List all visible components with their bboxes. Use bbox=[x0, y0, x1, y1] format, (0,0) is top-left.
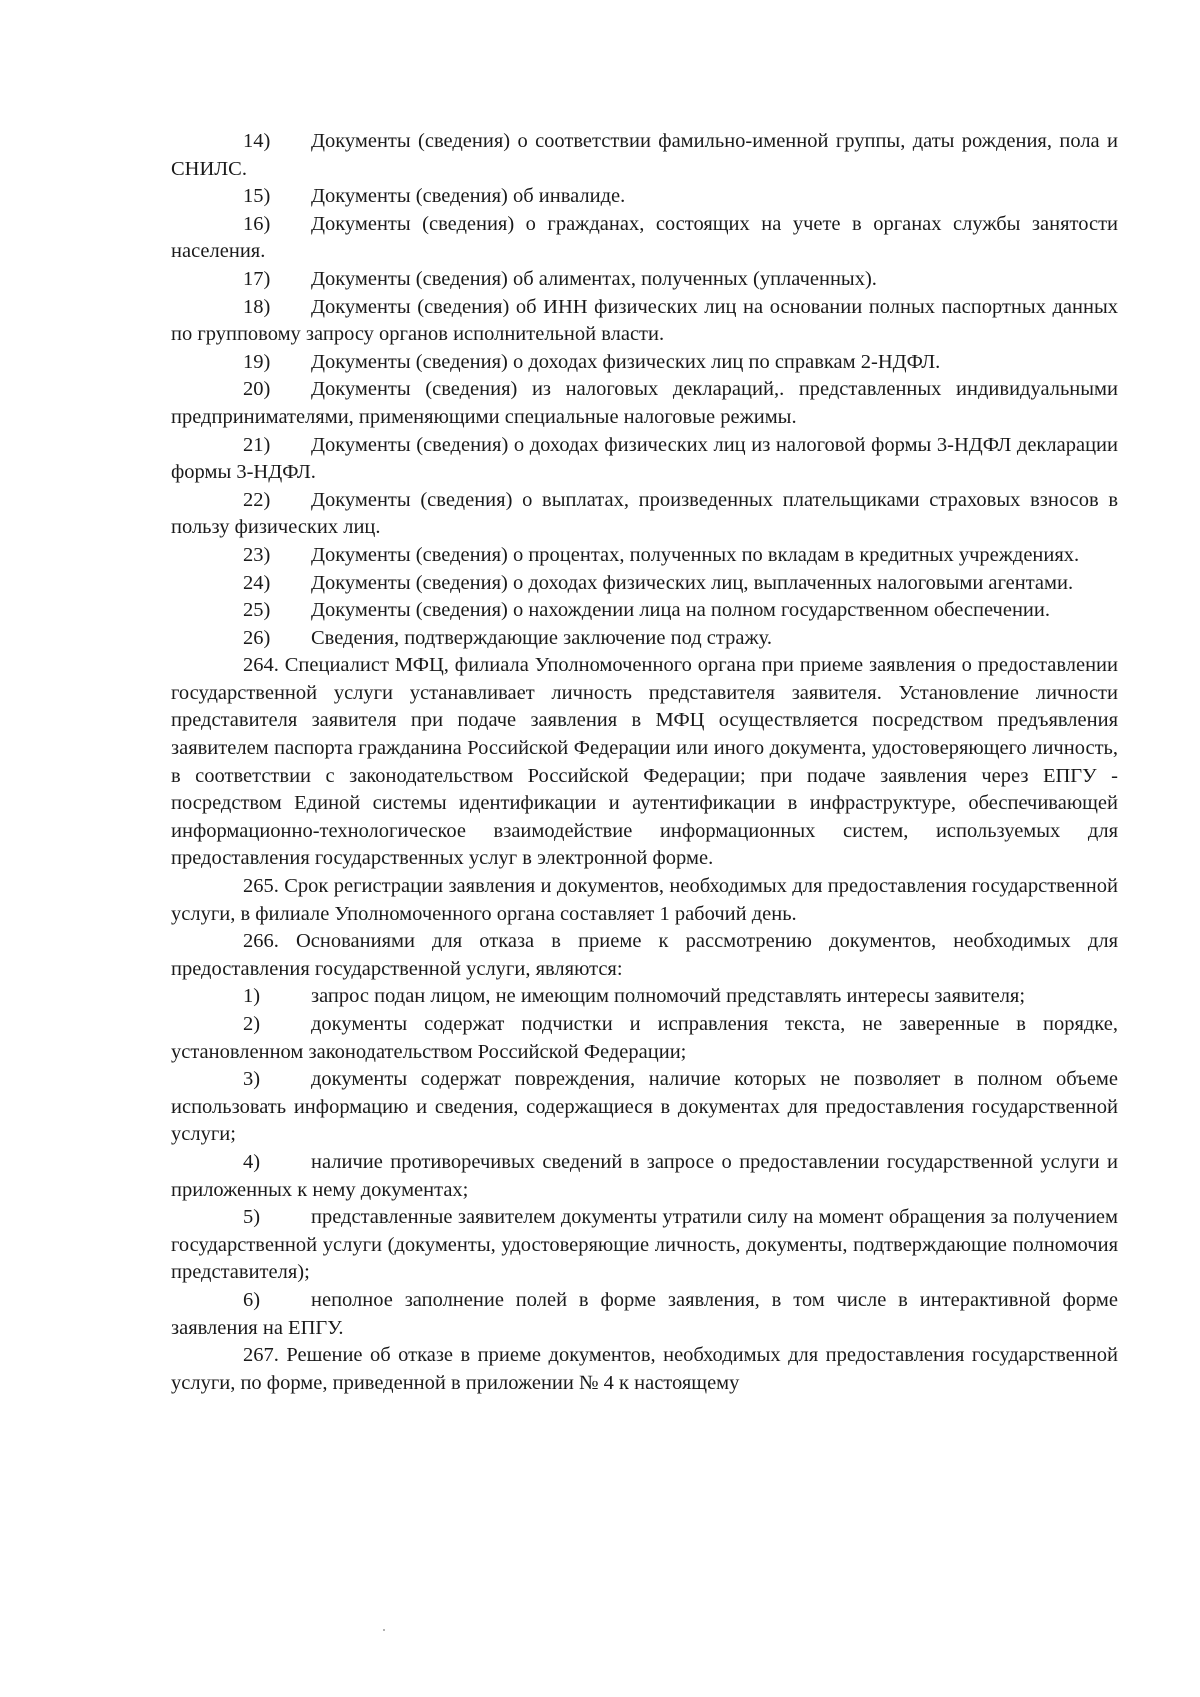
list-item-number: 19) bbox=[243, 350, 271, 373]
list-item bbox=[171, 487, 1118, 542]
list-item bbox=[171, 183, 1118, 211]
list-item-number: 22) bbox=[243, 488, 271, 511]
list-item bbox=[171, 542, 1118, 570]
list-item bbox=[171, 983, 1118, 1011]
list-item bbox=[171, 376, 1118, 431]
list-item bbox=[171, 1287, 1118, 1342]
list-item-number: 24) bbox=[243, 571, 271, 594]
list-item-number: 3) bbox=[243, 1068, 261, 1091]
list-item-text: Сведения, подтверждающие заключение под стражу. bbox=[311, 626, 772, 649]
list-item-text: Документы (сведения) о доходах физических лиц, выплаченных налоговыми агентами. bbox=[311, 571, 1074, 594]
list-item bbox=[171, 1204, 1118, 1287]
list-item-number: 1) bbox=[243, 985, 261, 1008]
list-item-number: 26) bbox=[243, 626, 271, 649]
list-item bbox=[171, 625, 1118, 653]
list-item-number: 2) bbox=[243, 1013, 261, 1035]
list-item bbox=[171, 266, 1118, 294]
list-item bbox=[171, 597, 1118, 625]
list-item-text: Документы (сведения) о соответствии фамильно-именной группы, даты рождения, пола и СНИЛС. bbox=[171, 130, 1118, 180]
paragraph-267: 267. Решение об отказе в приеме документов, необходимых для предоставления государственной услуги, по форме, приведенной в приложении № 4 к настоящему bbox=[171, 1344, 1118, 1394]
list-item bbox=[171, 211, 1118, 266]
list-item bbox=[171, 1149, 1118, 1204]
list-item bbox=[171, 432, 1118, 487]
list-item-number: 17) bbox=[243, 267, 271, 290]
list-item bbox=[171, 570, 1118, 598]
list-item-number: 20) bbox=[243, 378, 271, 401]
list-item-number: 4) bbox=[243, 1150, 261, 1173]
list-item-number: 15) bbox=[243, 185, 271, 208]
list-item bbox=[171, 294, 1118, 349]
list-item-text: Документы (сведения) об инвалиде. bbox=[311, 185, 626, 208]
list-item-text: Документы (сведения) об ИНН физических лиц на основании полных паспортных данных по групповому запросу органов исполнительной власти. bbox=[171, 295, 1118, 346]
document-body bbox=[171, 128, 1118, 1397]
list-item-text: документы содержат повреждения, наличие которых не позволяет в полном объеме использовать информацию и сведения, содержащиеся в документах для предоставления государственной услуги; bbox=[171, 1068, 1118, 1146]
paragraph-264: 264. Специалист МФЦ, филиала Уполномоченного органа при приеме заявления о предоставлении государственной услуги устанавливает личность представителя заявителя. Установление личности представителя заявителя при подаче заявления в МФЦ осуществляется посредством предъявления заявителем паспорта гражданина Российской Федерации или иного документа, удостоверяющего личность, в соответствии с законодательством Российской Федерации; при подаче заявления через ЕПГУ - посредством Единой системы идентификации и аутентификации в инфраструктуре, обеспечивающей информационно-технологическое взаимодействие информационных систем, используемых для предоставления государственных услуг в электронной форме. bbox=[171, 654, 1118, 870]
list-item-number: 14) bbox=[243, 130, 271, 152]
list-item-text: запрос подан лицом, не имеющим полномочий представлять интересы заявителя; bbox=[311, 985, 1026, 1008]
list-item-text: Документы (сведения) об алиментах, полученных (уплаченных). bbox=[311, 267, 877, 290]
list-item bbox=[171, 349, 1118, 377]
list-item-number: 25) bbox=[243, 599, 271, 622]
list-item-text: Документы (сведения) о нахождении лица на полном государственном обеспечении. bbox=[311, 599, 1050, 622]
list-item-number: 5) bbox=[243, 1206, 261, 1229]
list-item-text: Документы (сведения) о процентах, полученных по вкладам в кредитных учреждениях. bbox=[311, 543, 1080, 566]
list-item-number: 16) bbox=[243, 212, 271, 235]
list-item-text: Документы (сведения) о выплатах, произведенных плательщиками страховых взносов в пользу физических лиц. bbox=[171, 488, 1118, 539]
paragraph-265: 265. Срок регистрации заявления и документов, необходимых для предоставления государственной услуги, в филиале Уполномоченного органа составляет 1 рабочий день. bbox=[171, 875, 1118, 925]
list-item-number: 6) bbox=[243, 1288, 261, 1311]
list-item-number: 18) bbox=[243, 295, 271, 318]
list-item-text: наличие противоречивых сведений в запросе о предоставлении государственной услуги и приложенных к нему документах; bbox=[171, 1150, 1118, 1201]
list-item-number: 21) bbox=[243, 433, 271, 456]
list-item-text: неполное заполнение полей в форме заявления, в том числе в интерактивной форме заявления на ЕПГУ. bbox=[171, 1288, 1118, 1339]
scan-artifact-dot bbox=[383, 1629, 385, 1631]
list-item-text: Документы (сведения) о доходах физических лиц по справкам 2-НДФЛ. bbox=[311, 350, 941, 373]
list-item-text: представленные заявителем документы утратили силу на момент обращения за получением государственной услуги (документы, удостоверяющие личность, документы, подтверждающие полномочия представителя); bbox=[171, 1206, 1118, 1284]
list-item bbox=[171, 128, 1118, 183]
list-item bbox=[171, 1066, 1118, 1149]
paragraph-266: 266. Основаниями для отказа в приеме к рассмотрению документов, необходимых для предоставления государственной услуги, являются: bbox=[171, 930, 1118, 980]
list-item-text: Документы (сведения) о доходах физических лиц из налоговой формы 3-НДФЛ декларации формы 3-НДФЛ. bbox=[171, 433, 1118, 484]
list-item bbox=[171, 1011, 1118, 1066]
list-item-text: Документы (сведения) о гражданах, состоящих на учете в органах службы занятости населения. bbox=[171, 212, 1118, 263]
list-item-number: 23) bbox=[243, 543, 271, 566]
list-item-text: документы содержат подчистки и исправления текста, не заверенные в порядке, установленном законодательством Российской Федерации; bbox=[171, 1013, 1118, 1063]
list-item-text: Документы (сведения) из налоговых деклараций,. представленных индивидуальными предпринимателями, применяющими специальные налоговые режимы. bbox=[171, 378, 1118, 428]
